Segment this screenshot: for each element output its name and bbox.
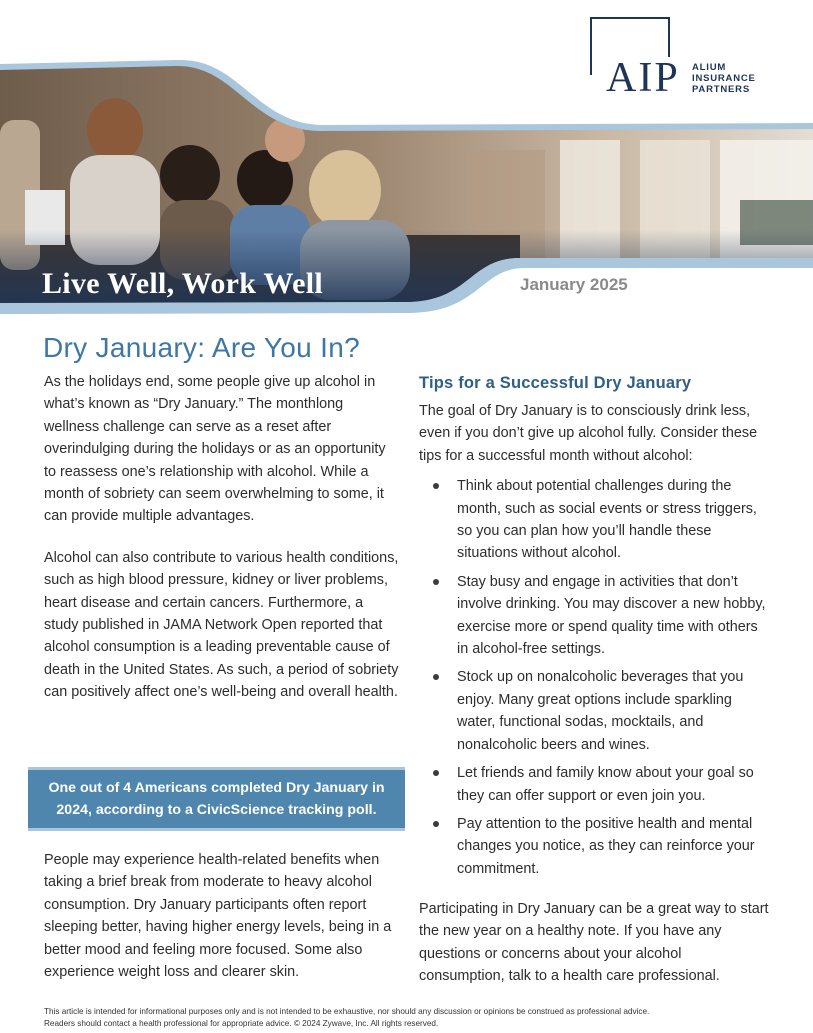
list-item bbox=[419, 666, 769, 756]
tip-text: Pay attention to the positive health and mental changes you notice, as they can reinforce your commitment. bbox=[457, 815, 755, 877]
list-item bbox=[419, 813, 769, 880]
bullet-icon bbox=[433, 579, 439, 585]
left-column bbox=[44, 371, 399, 704]
tips-intro: The goal of Dry January is to consciously drink less, even if you don’t give up alcohol fully. Consider these tips for a successful month without alcohol: bbox=[419, 403, 758, 464]
intro-paragraph: As the holidays end, some people give up alcohol in what’s known as “Dry January.” The monthlong wellness challenge can serve as a reset after overindulging during the holidays or as an opportunity to reassess one’s relationship with alcohol. While a month of sobriety can seem overwhelming to some, it can provide multiple advantages. bbox=[44, 374, 386, 525]
logo-name-line: PARTNERS bbox=[692, 84, 750, 95]
tip-text: Stay busy and engage in activities that don’t involve drinking. You may discover a new hobby, exercise more or spend quality time with others in alcohol-free settings. bbox=[457, 573, 766, 658]
tips-heading: Tips for a Successful Dry January bbox=[419, 374, 692, 392]
article-headline: Dry January: Are You In? bbox=[43, 332, 360, 363]
stat-callout: One out of 4 Americans completed Dry January in 2024, according to a CivicScience tracking poll. bbox=[28, 767, 405, 831]
list-item bbox=[419, 762, 769, 807]
newsletter-title: Live Well, Work Well bbox=[42, 267, 324, 300]
benefits-section bbox=[44, 849, 399, 983]
list-item bbox=[419, 475, 769, 565]
bullet-icon bbox=[433, 483, 439, 489]
closing-section bbox=[419, 898, 769, 988]
bullet-icon bbox=[433, 821, 439, 827]
logo-name-line: INSURANCE bbox=[692, 73, 756, 84]
right-column bbox=[419, 374, 769, 886]
health-paragraph: Alcohol can also contribute to various health conditions, such as high blood pressure, kidney or liver problems, heart disease and certain cancers. Furthermore, a study published in JAMA Network Open reported that alcohol consumption is a leading preventable cause of death in the United States. As such, a period of sobriety can positively affect one’s well-being and overall health. bbox=[44, 549, 399, 701]
disclaimer-footer bbox=[44, 1006, 784, 1029]
bullet-icon bbox=[433, 674, 439, 680]
tip-text: Let friends and family know about your goal so they can offer support or even join you. bbox=[457, 765, 754, 804]
tips-list bbox=[419, 475, 769, 880]
company-logo bbox=[588, 17, 768, 102]
header-banner bbox=[0, 0, 813, 320]
benefits-paragraph: People may experience health-related benefits when taking a brief break from moderate to heavy alcohol consumption. Dry January participants often report sleeping better, having higher energy levels, being in a better mood and feeling more focused. Some also experience weight loss and clearer skin. bbox=[44, 852, 392, 981]
disclaimer-line: This article is intended for informational purposes only and is not intended to be exhaustive, nor should any discussion or opinions be construed as professional advice. bbox=[44, 1007, 650, 1016]
issue-date: January 2025 bbox=[520, 275, 628, 294]
list-item bbox=[419, 571, 769, 661]
logo-name-line: ALIUM bbox=[692, 62, 727, 73]
logo-company-name bbox=[692, 62, 756, 95]
bullet-icon bbox=[433, 770, 439, 776]
disclaimer-line: Readers should contact a health professional for appropriate advice. © 2024 Zywave, Inc. All rights reserved. bbox=[44, 1018, 439, 1028]
closing-paragraph: Participating in Dry January can be a great way to start the new year on a healthy note. If you have any questions or concerns about your alcohol consumption, talk to a health care professional. bbox=[419, 901, 769, 985]
tip-text: Think about potential challenges during the month, such as social events or stress triggers, so you can plan how you’ll handle these situations without alcohol. bbox=[457, 478, 757, 562]
logo-mark: AIP bbox=[602, 57, 684, 99]
tip-text: Stock up on nonalcoholic beverages that you enjoy. Many great options include sparkling water, functional sodas, mocktails, and nonalcoholic beers and wines. bbox=[457, 669, 744, 753]
